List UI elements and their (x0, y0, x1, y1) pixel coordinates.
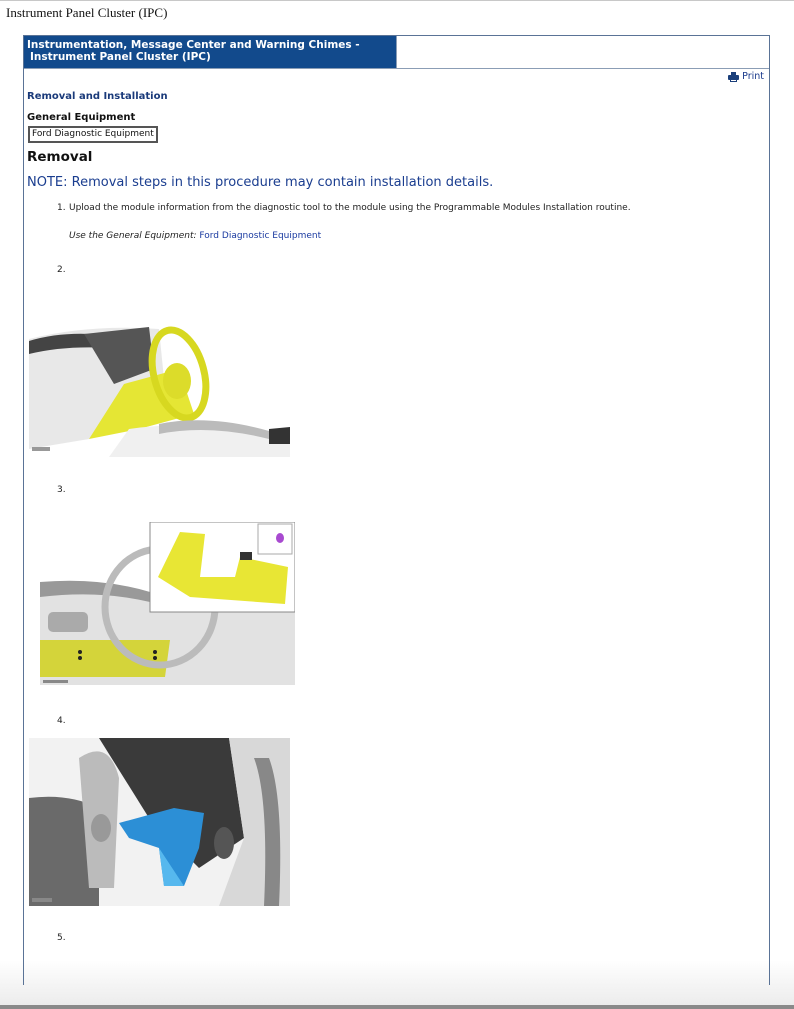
note-text: NOTE: Removal steps in this procedure may contain installation details. (27, 175, 494, 190)
step-1-use-equipment (69, 231, 321, 241)
header-title (24, 36, 397, 68)
header-title-line1: Instrumentation, Message Center and Warning Chimes - (27, 39, 360, 51)
section-link-removal-installation[interactable]: Removal and Installation (27, 91, 168, 102)
print-label: Print (742, 71, 764, 82)
general-equipment-label: General Equipment (27, 112, 136, 123)
window-bottom-fade (0, 960, 794, 1005)
step-5-number: 5. (57, 933, 66, 943)
print-button[interactable] (728, 71, 764, 82)
use-equipment-prefix: Use the General Equipment: (69, 231, 197, 241)
printer-icon (728, 72, 739, 82)
step-1-text: Upload the module information from the diagnostic tool to the module using the Programmable Modules Installation routine. (69, 203, 631, 213)
step-2-illustration (29, 319, 290, 457)
general-equipment-item: Ford Diagnostic Equipment (28, 126, 158, 143)
document-frame (23, 35, 770, 985)
step-4-illustration (29, 738, 290, 906)
frame-left-edge (23, 960, 24, 985)
removal-heading: Removal (27, 149, 93, 165)
header-row (24, 36, 769, 69)
step-2-number: 2. (57, 265, 66, 275)
step-3-number: 3. (57, 485, 66, 495)
step-4-number: 4. (57, 716, 66, 726)
header-title-line2: Instrument Panel Cluster (IPC) (30, 51, 211, 63)
ford-diagnostic-equipment-link[interactable]: Ford Diagnostic Equipment (199, 231, 322, 241)
window-bottom-bar (0, 1005, 794, 1009)
frame-right-edge (769, 960, 770, 985)
top-rule (0, 0, 794, 1)
step-3-illustration (40, 522, 295, 685)
page-title: Instrument Panel Cluster (IPC) (6, 5, 168, 20)
step-1-number: 1. (57, 203, 66, 213)
